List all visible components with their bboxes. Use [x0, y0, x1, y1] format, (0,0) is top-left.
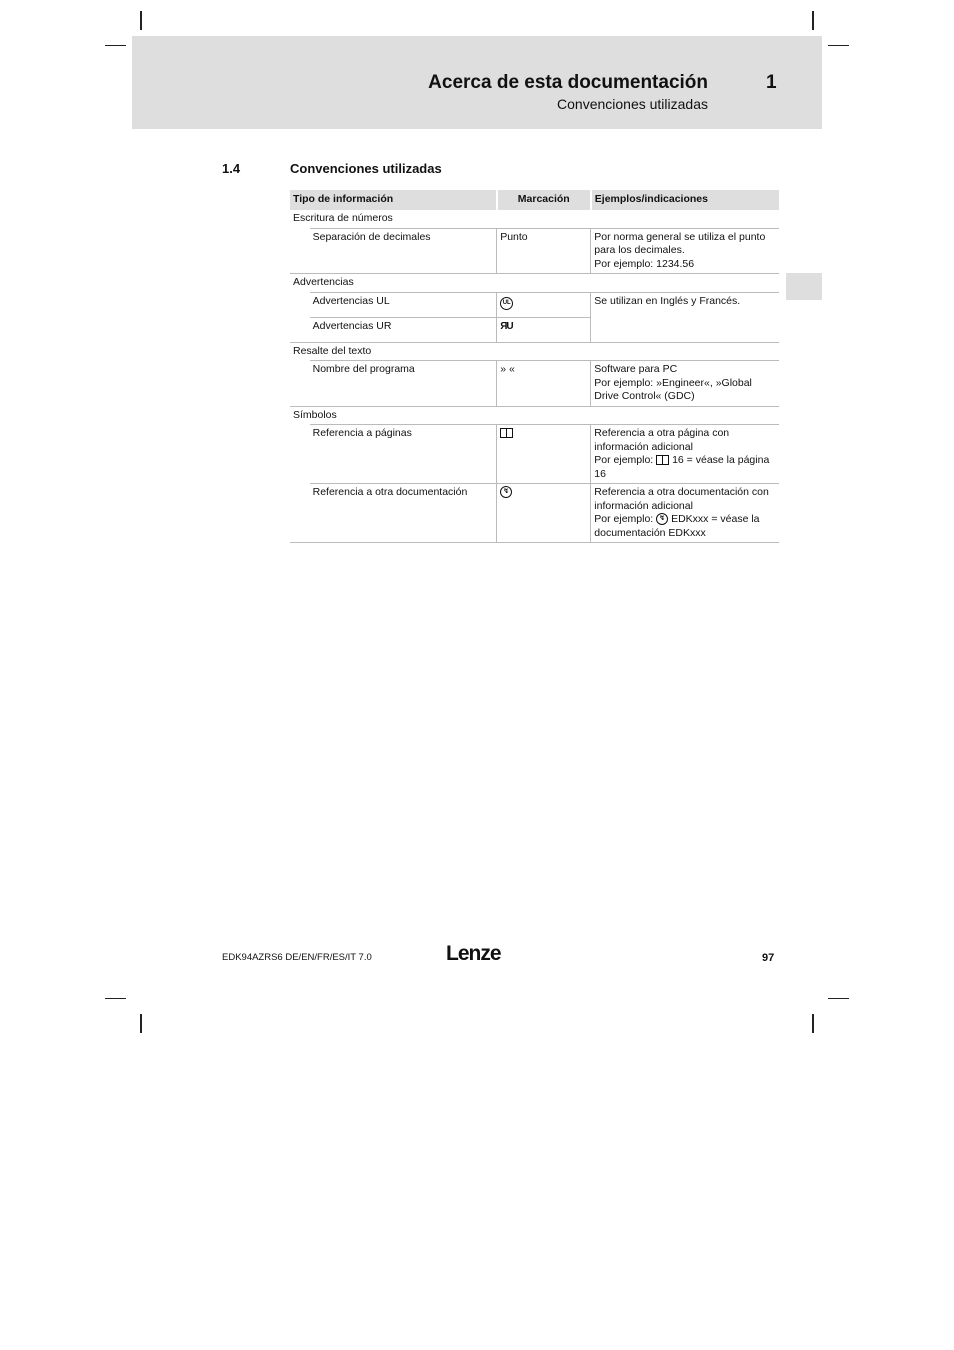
example-line: Por ejemplo: 1234.56 [594, 257, 695, 270]
table-group-row [290, 406, 779, 425]
row-mark [497, 292, 591, 317]
group-label: Resalte del texto [293, 344, 372, 357]
row-type: Referencia a páginas [310, 425, 497, 484]
table-row [290, 292, 779, 317]
section-title: Convenciones utilizadas [290, 161, 442, 176]
row-mark [497, 317, 591, 342]
row-example [591, 425, 779, 484]
row-type: Nombre del programa [310, 361, 497, 407]
example-suffix: EDKxxx = véase la documentación EDKxxx [594, 513, 760, 539]
example-line: Por ejemplo: »Engineer«, »Global Drive Control« (GDC) [594, 376, 752, 402]
lenze-logo: Lenze [446, 942, 501, 965]
table-row [290, 228, 779, 274]
conventions-table [290, 190, 779, 543]
crop-mark [140, 11, 142, 30]
book-icon [500, 428, 513, 438]
table-row [290, 361, 779, 407]
example-suffix: 16 = véase la página 16 [594, 454, 770, 480]
chapter-subtitle: Convenciones utilizadas [557, 96, 708, 112]
crop-mark [140, 1014, 142, 1033]
row-mark: » « [497, 361, 591, 407]
example-line: Software para PC [594, 363, 678, 375]
ul-listed-icon: UL [500, 297, 513, 310]
group-label: Escritura de números [293, 212, 393, 224]
crop-mark [105, 45, 126, 46]
row-type: Referencia a otra documentación [310, 484, 497, 543]
documentation-icon: ↯ [500, 486, 512, 498]
group-label: Advertencias [293, 276, 354, 288]
crop-mark [105, 998, 126, 999]
example-line: Por norma general se utiliza el punto para los decimales. [594, 230, 766, 256]
row-mark [497, 425, 591, 484]
example-line [594, 454, 776, 481]
example-prefix: Por ejemplo: [594, 454, 654, 466]
header-examples: Ejemplos/indicaciones [591, 190, 779, 210]
table-row [290, 425, 779, 484]
example-prefix: Por ejemplo: [594, 513, 654, 525]
header-mark: Marcación [497, 190, 591, 210]
row-mark [497, 484, 591, 543]
row-mark: Punto [497, 228, 591, 274]
crop-mark [828, 998, 849, 999]
crop-mark [828, 45, 849, 46]
table-header-row [290, 190, 779, 210]
documentation-icon: ↯ [656, 513, 668, 525]
chapter-number: 1 [766, 72, 777, 93]
crop-mark [812, 1014, 814, 1033]
row-type: Advertencias UL [310, 292, 497, 317]
group-label: Símbolos [293, 408, 337, 421]
row-example [591, 228, 779, 274]
chapter-side-tab [786, 273, 822, 300]
chapter-title: Acerca de esta documentación [428, 72, 708, 93]
table-group-row [290, 274, 779, 293]
table-group-row [290, 342, 779, 361]
crop-mark [812, 11, 814, 30]
table-group-row [290, 210, 779, 228]
ur-recognized-icon: ЯU [500, 320, 513, 332]
row-example [591, 361, 779, 407]
header-type: Tipo de información [290, 190, 497, 210]
example-line [594, 513, 776, 540]
row-example: Se utilizan en Inglés y Francés. [591, 292, 779, 342]
table-row [290, 484, 779, 543]
example-line: Referencia a otra documentación con información adicional [594, 486, 769, 512]
example-line: Referencia a otra página con información adicional [594, 427, 730, 453]
section-number: 1.4 [222, 161, 241, 176]
row-type: Separación de decimales [310, 228, 497, 274]
book-icon [656, 455, 669, 465]
row-type: Advertencias UR [310, 317, 497, 342]
page-number: 97 [762, 952, 775, 964]
row-example [591, 484, 779, 543]
document-code: EDK94AZRS6 DE/EN/FR/ES/IT 7.0 [222, 952, 372, 963]
